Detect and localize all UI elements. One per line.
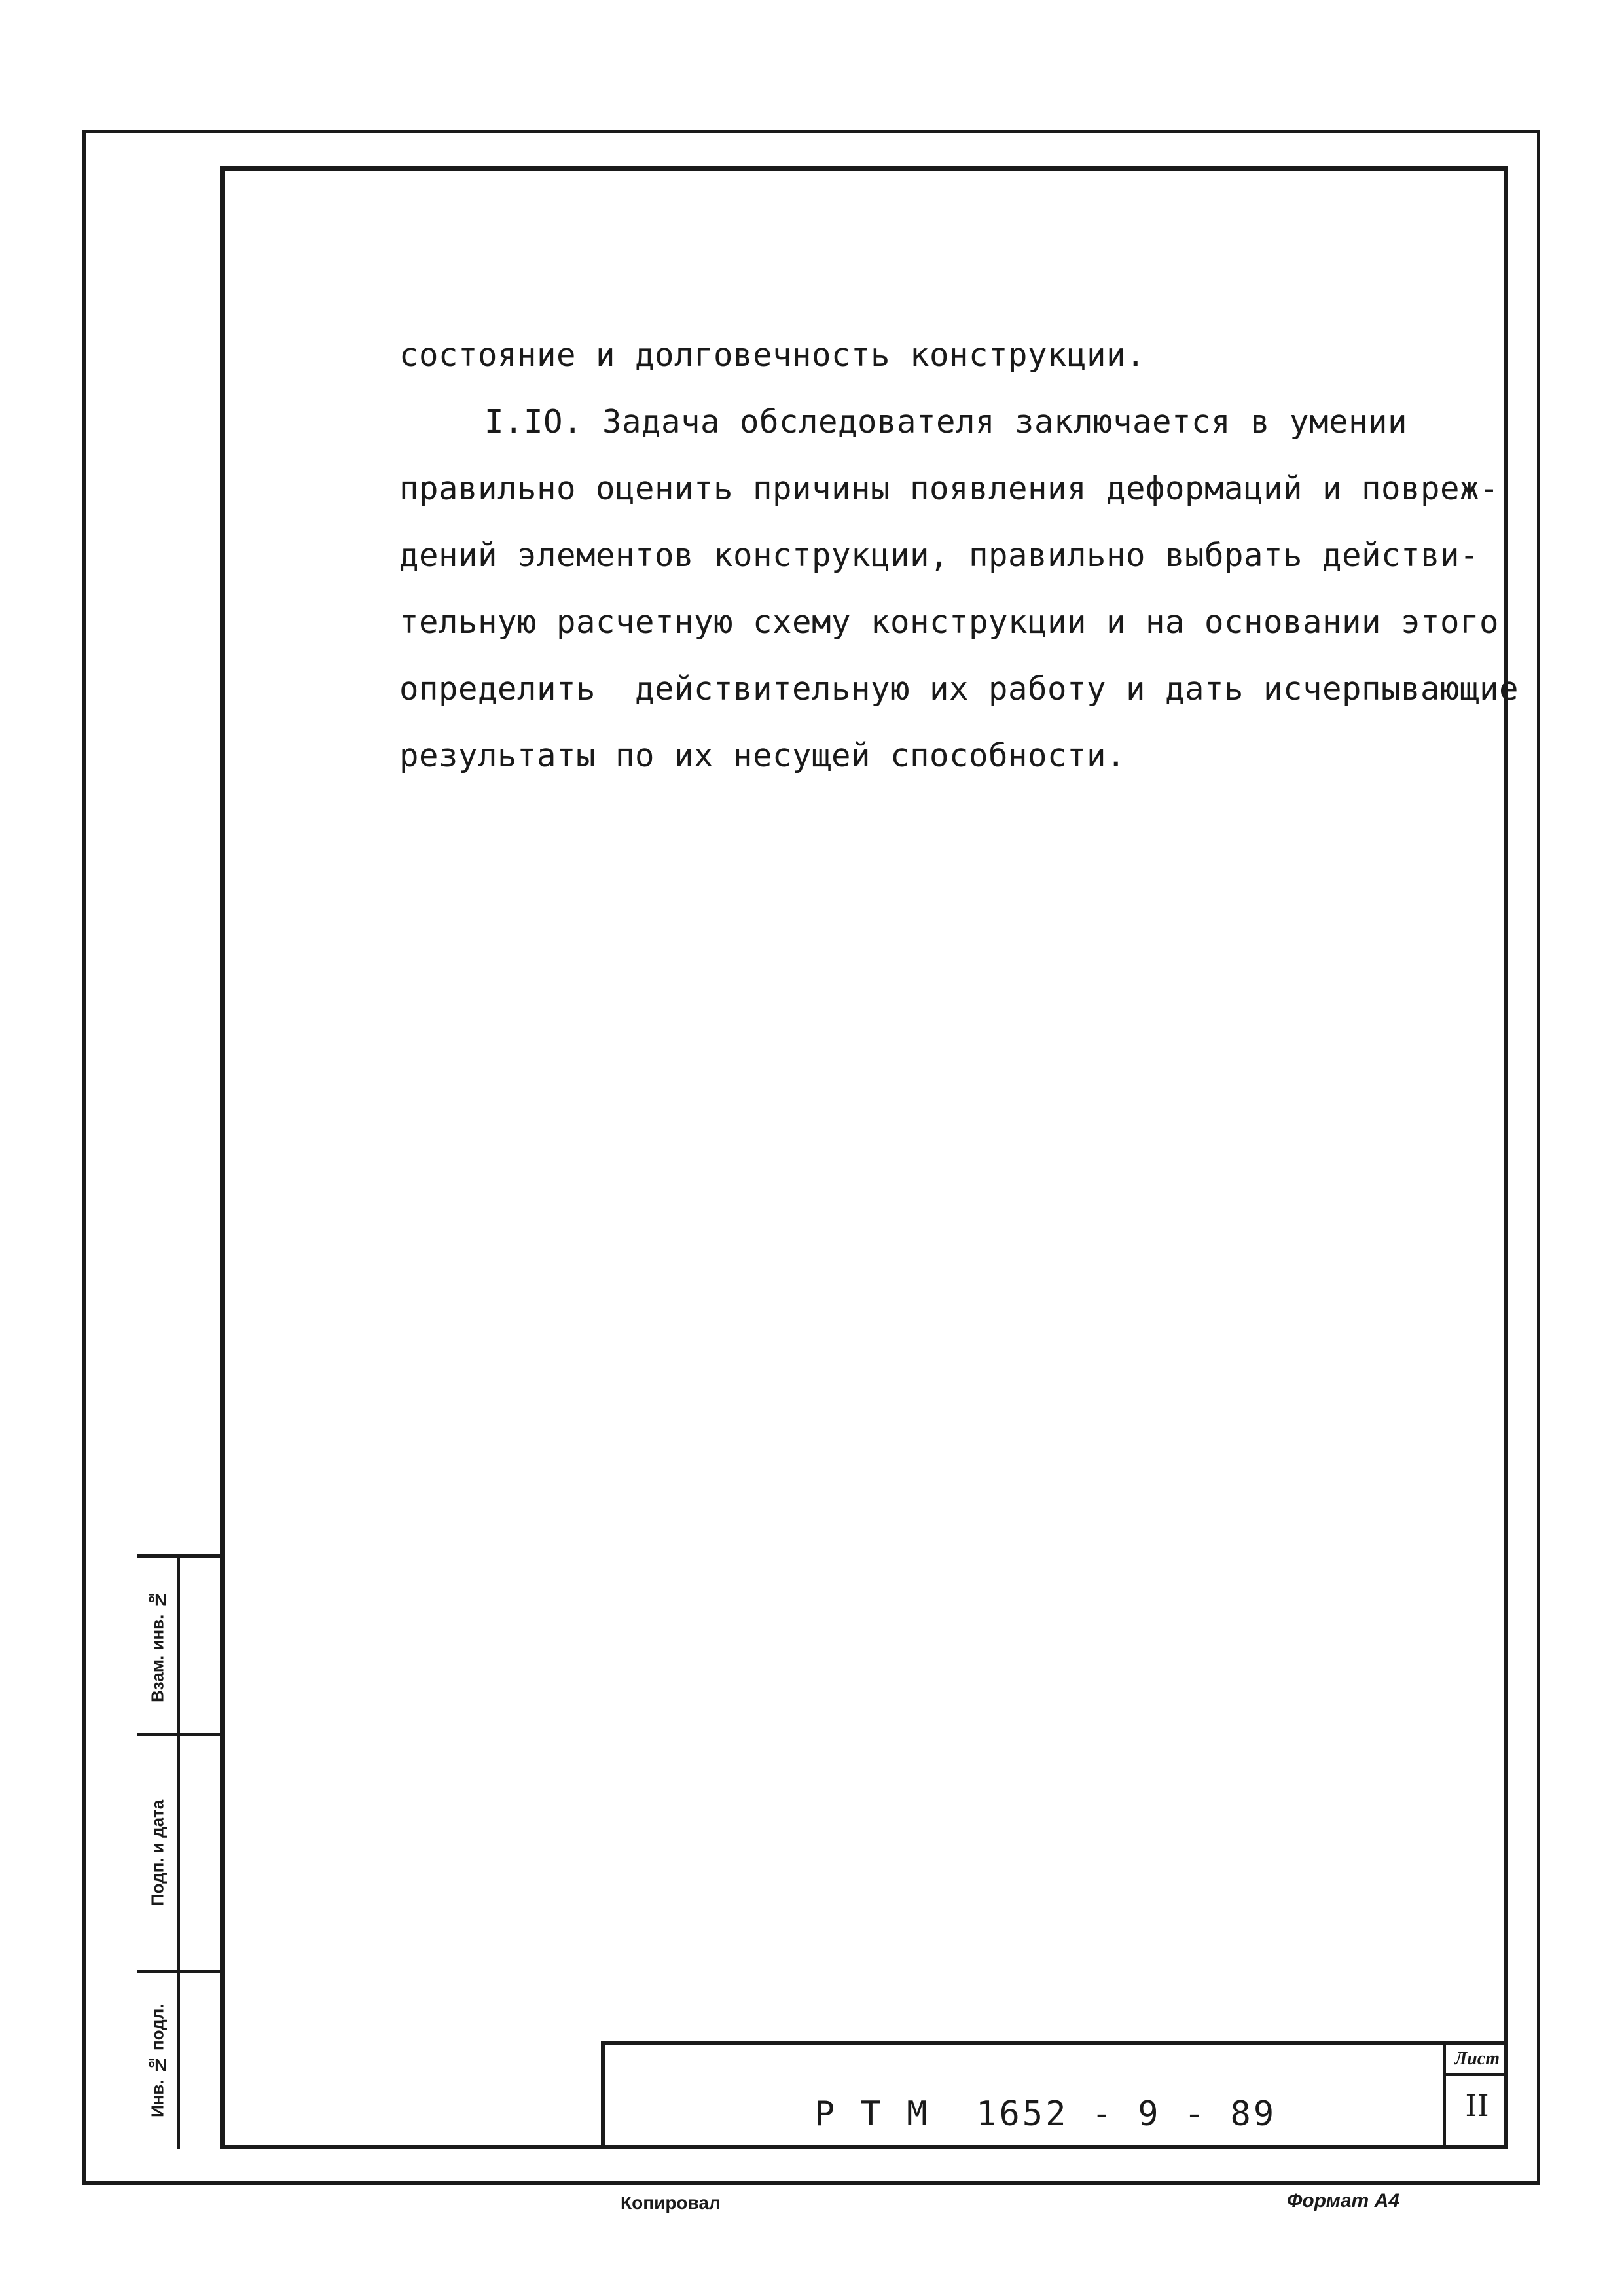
margin-stamp [137, 1554, 225, 2149]
text-line: I.IO. Задача обследователя заключается в умении [484, 403, 1408, 440]
text-line: определить действительную их работу и дать исчерпывающие [399, 670, 1519, 708]
stamp-sign-date-label: Подп. и дата [147, 1799, 168, 1907]
text-line: дений элементов конструкции, правильно выбрать действи- [399, 537, 1480, 574]
sheet-label: Лист [1446, 2045, 1508, 2076]
body-text [399, 322, 1519, 789]
footer-format-label: Формат А4 [1287, 2190, 1399, 2212]
sheet-number: II [1465, 2088, 1489, 2123]
title-block [601, 2041, 1508, 2149]
sheet-cell [1443, 2045, 1508, 2149]
stamp-inv-replace-label: Взам. инв. № [147, 1590, 168, 1702]
document-code: Р Т М 1652 - 9 - 89 [814, 2094, 1277, 2134]
stamp-divider [177, 1558, 180, 2149]
text-line: правильно оценить причины появления деформаций и повреж- [399, 470, 1500, 507]
stamp-inv-original-label: Инв. № подл. [147, 2003, 168, 2117]
text-line: тельную расчетную схему конструкции и на основании этого [399, 603, 1500, 641]
stamp-divider [137, 1733, 225, 1736]
stamp-divider [137, 1970, 225, 1973]
text-line: результаты по их несущей способности. [399, 737, 1127, 774]
footer-copied-label: Копировал [621, 2193, 721, 2213]
text-line: состояние и долговечность конструкции. [399, 336, 1146, 374]
